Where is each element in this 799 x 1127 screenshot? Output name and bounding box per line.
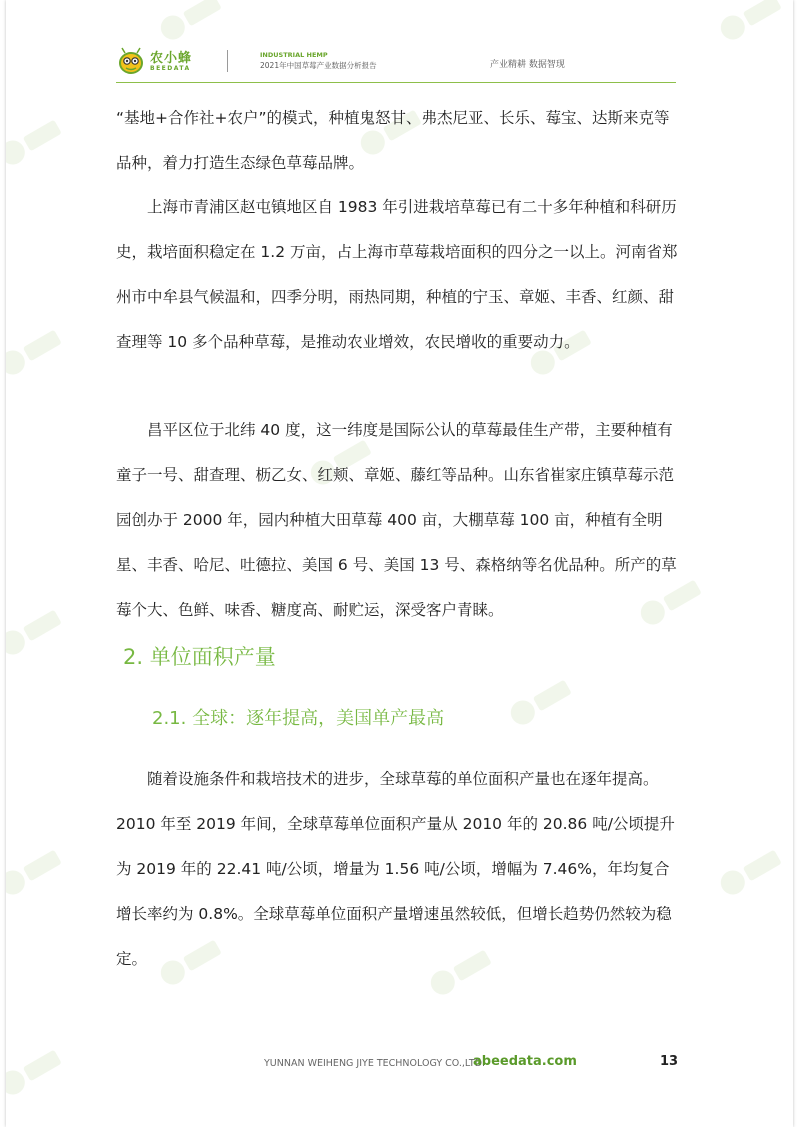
paragraph-1: “基地+合作社+农户”的模式，种植鬼怒甘、弗杰尼亚、长乐、莓宝、达斯来克等品种，着力打造生态绿色草莓品牌。 (116, 109, 670, 172)
footer-website-link[interactable]: abeedata.com (473, 1054, 577, 1069)
footer-company-name: YUNNAN WEIHENG JIYE TECHNOLOGY CO.,LTD. (264, 1058, 486, 1069)
header-slogan: 产业精耕 数据智现 (490, 60, 565, 70)
watermark-logo (710, 0, 793, 54)
logo-chinese-name: 农小蜂 (150, 51, 193, 66)
header-report-title: 2021年中国草莓产业数据分析报告 (260, 61, 377, 70)
page-header (116, 44, 676, 84)
header-divider (227, 50, 228, 72)
watermark-logo (500, 665, 583, 738)
bee-icon (116, 46, 146, 76)
document-page (6, 0, 793, 1127)
watermark-logo (6, 1035, 72, 1108)
paragraph-4: 随着设施条件和栽培技术的进步，全球草莓的单位面积产量也在逐年提高。2010 年至 2019 年间，全球草莓单位面积产量从 2010 年的 20.86 吨/公顷提升为 2019 年的 22.41 吨/公顷，增量为 1.56 吨/公顷，增幅为 7.46%，年均复合增长率约为 0.8%。全球草莓单位面积产量增速虽然较低，但增长趋势仍然较为稳定。 (116, 770, 675, 968)
page-number: 13 (660, 1054, 679, 1069)
paragraph-2: 上海市青浦区赵屯镇地区自 1983 年引进栽培草莓已有二十多年种植和科研历史，栽培面积稳定在 1.2 万亩，占上海市草莓栽培面积的四分之一以上。河南省郑州市中牟县气候温和，四季分明，雨热同期，种植的宁玉、章姬、丰香、红颜、甜查理等 10 多个品种草莓，是推动农业增效，农民增收的重要动力。 (116, 198, 678, 351)
watermark-logo (6, 835, 72, 908)
watermark-logo (710, 835, 793, 908)
beedata-logo (116, 46, 216, 78)
header-category-label: INDUSTRIAL HEMP (260, 51, 328, 59)
watermark-logo (6, 595, 72, 668)
paragraph-3: 昌平区位于北纬 40 度，这一纬度是国际公认的草莓最佳生产带，主要种植有童子一号、甜查理、枥乙女、红颊、章姬、藤红等品种。山东省崔家庄镇草莓示范园创办于 2000 年，园内种植大田草莓 400 亩，大棚草莓 100 亩，种植有全明星、丰香、哈尼、吐德拉、美国 6 号、美国 13 号、森格纳等名优品种。所产的草莓个大、色鲜、味香、糖度高、耐贮运，深受客户青睐。 (116, 421, 677, 619)
logo-english-name: BEEDATA (150, 65, 191, 72)
section-heading-2: 2. 单位面积产量 (123, 645, 276, 669)
watermark-logo (6, 105, 72, 178)
subsection-heading-2-1: 2.1. 全球：逐年提高，美国单产最高 (152, 708, 445, 729)
header-rule (116, 82, 676, 83)
watermark-logo (6, 315, 72, 388)
